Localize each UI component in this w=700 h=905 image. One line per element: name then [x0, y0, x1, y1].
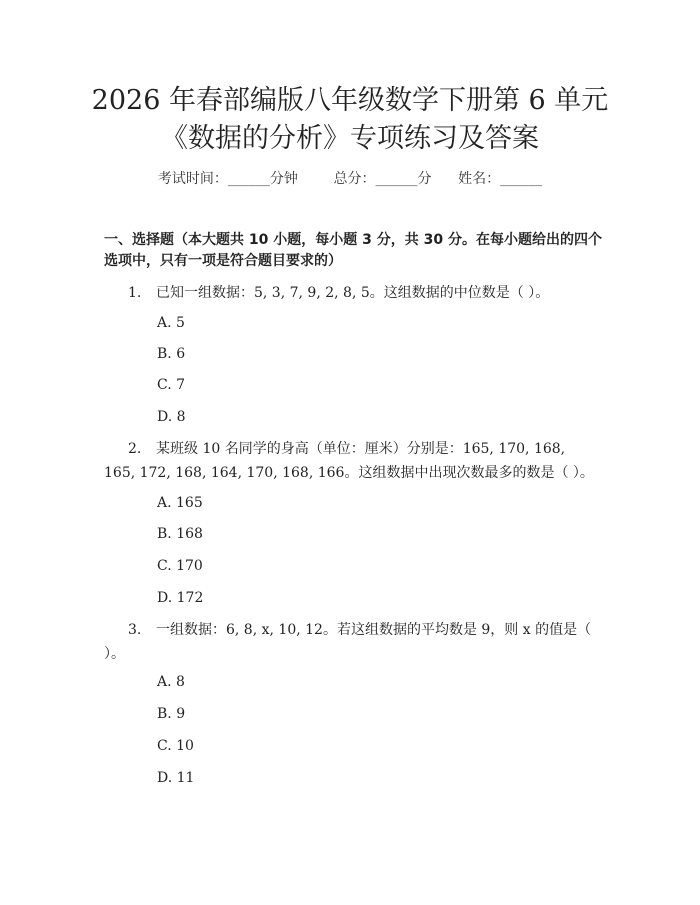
question-3-option-a: A. 8 — [157, 674, 185, 690]
document-title-line-1: 2026 年春部编版八年级数学下册第 6 单元 — [91, 85, 609, 116]
question-number: 1. — [128, 285, 142, 301]
question-2-option-c: C. 170 — [157, 558, 203, 574]
question-number: 3. — [128, 622, 142, 638]
document-title-line-2: 《数据的分析》专项练习及答案 — [161, 123, 539, 154]
score-blank: ______ — [375, 171, 418, 187]
question-text: 已知一组数据：5, 3, 7, 9, 2, 8, 5。这组数据的中位数是（ ）。 — [156, 285, 550, 301]
question-2 — [104, 437, 594, 485]
question-3 — [104, 618, 594, 666]
time-blank: ______ — [227, 171, 270, 187]
question-number: 2. — [128, 441, 142, 457]
time-label: 考试时间： — [157, 171, 228, 187]
time-unit: 分钟 — [269, 171, 298, 187]
question-3-option-c: C. 10 — [157, 738, 194, 754]
score-unit: 分 — [417, 171, 432, 187]
question-1-option-c: C. 7 — [157, 377, 186, 393]
score-label: 总分： — [333, 171, 376, 187]
question-2-option-a: A. 165 — [157, 495, 203, 511]
name-label: 姓名： — [458, 171, 501, 187]
exam-info-line — [0, 168, 700, 188]
question-text: 某班级 10 名同学的身高（单位：厘米）分别是：165, 170, 168, 165, 172, 168, 164, 170, 168, 166。这组数据中出现次数最多的数是（ ）。 — [104, 441, 594, 481]
question-3-option-b: B. 9 — [157, 706, 186, 722]
question-1-option-a: A. 5 — [157, 315, 185, 331]
question-2-option-d: D. 172 — [157, 590, 204, 606]
question-text: 一组数据：6, 8, x, 10, 12。若这组数据的平均数是 9，则 x 的值是（ ）。 — [104, 622, 592, 662]
section-heading-multiple-choice: 一、选择题（本大题共 10 小题，每小题 3 分，共 30 分。在每小题给出的四个选项中，只有一项是符合题目要求的） — [104, 232, 602, 269]
question-1 — [104, 281, 594, 305]
name-blank: ______ — [500, 171, 543, 187]
question-1-option-b: B. 6 — [157, 346, 186, 362]
question-2-option-b: B. 168 — [157, 526, 203, 542]
question-3-option-d: D. 11 — [157, 770, 195, 786]
question-1-option-d: D. 8 — [157, 409, 186, 425]
